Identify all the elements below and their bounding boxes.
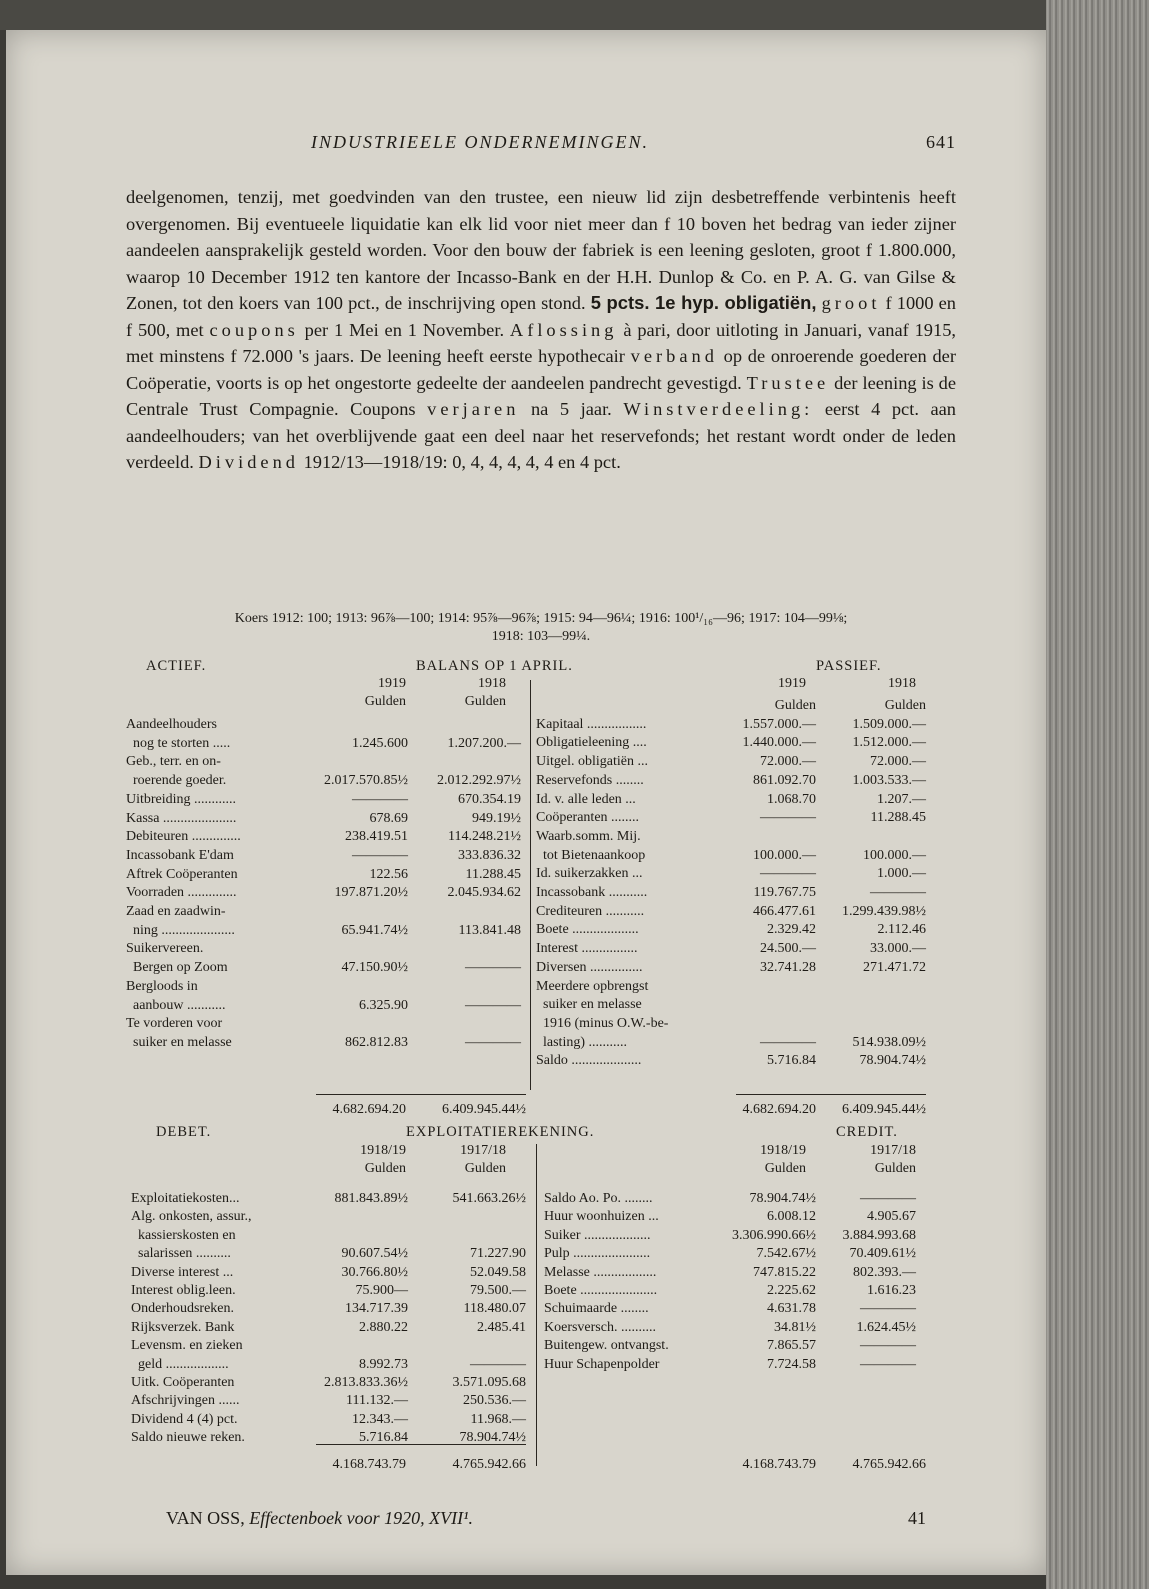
row-value: 6.008.12 [767, 1209, 816, 1225]
row-label: Huur woonhuizen ... [544, 1209, 659, 1225]
row-value: ———— [352, 847, 408, 863]
row-value: 250.536.— [463, 1393, 526, 1409]
row-label: Alg. onkosten, assur., [131, 1209, 252, 1225]
text-part: eerst 4 pct. aan aandeelhouders; van het overblijvende gaat een deel naar het reservefonds; het restant wordt onder de leden verdeeld. [126, 399, 956, 472]
row-value: 114.248.21½ [448, 829, 521, 845]
row-value: 70.409.61½ [849, 1246, 916, 1262]
year-header: 1918/19 [360, 1143, 406, 1158]
row-value: 5.716.84 [767, 1053, 816, 1069]
row-value: 2.017.570.85½ [324, 773, 408, 789]
row-label: nog te storten ..... [126, 735, 234, 751]
row-value: 6.325.90 [359, 997, 408, 1013]
scan-top-edge [0, 0, 1149, 30]
row-label: Te vorderen voor [126, 1016, 223, 1032]
row-value: ———— [760, 1034, 816, 1050]
row-label: Voorraden .............. [126, 885, 237, 901]
footer-volume: XVII¹. [429, 1508, 474, 1528]
row-label: lasting) ........... [536, 1034, 627, 1050]
row-label: tot Bietenaankoop [536, 847, 646, 863]
row-label: Coöperanten ........ [536, 810, 640, 826]
row-value: 4.905.67 [867, 1209, 916, 1225]
row-value: 12.343.— [352, 1411, 408, 1427]
row-label: salarissen .......... [131, 1246, 231, 1262]
row-value: 881.843.89½ [334, 1191, 408, 1206]
row-label: Aandeelhouders [126, 717, 217, 732]
signature-number: 41 [908, 1508, 926, 1528]
row-value: ———— [470, 1356, 526, 1372]
row-value: 134.717.39 [345, 1301, 408, 1317]
row-value: 3.306.990.66½ [732, 1227, 816, 1243]
row-label: Waarb.somm. Mij. [536, 828, 641, 844]
row-label: Saldo nieuwe reken. [131, 1430, 245, 1446]
row-label: Buitengew. ontvangst. [544, 1338, 669, 1354]
row-value: 119.767.75 [753, 885, 816, 900]
row-label: Geb., terr. en on- [126, 754, 221, 770]
spaced-word: coupons [209, 319, 299, 340]
row-value: 861.092.70 [753, 772, 816, 788]
text-part: f 1000 en f 500, met [126, 293, 957, 340]
row-value: 1.440.000.— [742, 735, 816, 751]
exploitation-left-title: DEBET. [156, 1124, 212, 1140]
row-label: Zaad en zaadwin- [126, 904, 226, 919]
description-paragraph [126, 184, 956, 476]
row-value: 3.571.095.68 [452, 1375, 526, 1390]
row-label: Boete ................... [536, 922, 639, 938]
row-value: 7.724.58 [767, 1356, 816, 1372]
row-value: 78.904.74½ [749, 1191, 816, 1206]
row-value: 7.542.67½ [756, 1246, 816, 1262]
row-value: 8.992.73 [359, 1356, 408, 1372]
balance-title: BALANS OP 1 APRIL. [416, 658, 573, 674]
row-value: 747.815.22 [753, 1264, 816, 1280]
row-value: ———— [760, 866, 816, 882]
row-value: 52.049.58 [470, 1264, 526, 1280]
row-value: 1.557.000.— [742, 716, 816, 732]
spaced-word: Aflossing [509, 319, 618, 340]
price-history-line: Koers 1912: 100; 1913: 96⅞—100; 1914: 95⅞—96⅞; 1915: 94—96¼; 1916: 100¹/₁₆—96; 1917: 104—99⅛; [234, 611, 848, 626]
exploitation-title: EXPLOITATIEREKENING. [406, 1124, 595, 1140]
book-page [6, 30, 1046, 1575]
row-value: 197.871.20½ [334, 885, 408, 901]
text-part: per 1 Mei en 1 November. [304, 319, 505, 340]
row-label: Pulp ...................... [544, 1246, 651, 1262]
row-value: 78.904.74½ [459, 1430, 526, 1446]
year-header: 1918/19 [760, 1143, 806, 1158]
row-label: Koersversch. .......... [544, 1319, 656, 1335]
row-label: Rijksverzek. Bank [131, 1319, 235, 1335]
year-header: 1918 [888, 676, 916, 691]
row-value: ———— [760, 810, 816, 826]
exploitation-right-title: CREDIT. [836, 1124, 898, 1140]
row-value: 466.477.61 [753, 903, 816, 919]
row-value: 1.616.23 [867, 1283, 916, 1298]
row-value: 24.500.— [760, 941, 816, 957]
row-value: 2.485.41 [477, 1319, 526, 1335]
row-value: 71.227.90 [470, 1246, 526, 1262]
row-value: 333.836.32 [458, 847, 521, 863]
row-value: 34.81½ [774, 1319, 816, 1335]
row-value: 122.56 [369, 866, 408, 882]
row-label: Aftrek Coöperanten [126, 866, 238, 882]
balance-divider [530, 680, 531, 1090]
exploitation-total: 4.168.743.79 [332, 1457, 406, 1472]
row-label: Uitgel. obligatiën ... [536, 754, 648, 770]
row-value: 271.471.72 [863, 959, 926, 975]
row-value: 1.068.70 [767, 791, 816, 807]
row-value: 1.245.600 [352, 735, 408, 751]
row-label: Diverse interest ... [131, 1264, 234, 1280]
footer-book: Effectenboek voor 1920, [249, 1508, 425, 1528]
row-label: Id. v. alle leden ... [536, 791, 636, 807]
row-value: Gulden [774, 698, 816, 713]
header-title: INDUSTRIEELE ONDERNEMINGEN. [311, 132, 649, 152]
row-value: 238.419.51 [345, 829, 408, 845]
row-label: Huur Schapenpolder [544, 1356, 660, 1372]
company-description [126, 184, 956, 476]
price-history [126, 610, 956, 646]
row-label: Suikervereen. [126, 941, 204, 957]
exploitation-total: 4.168.743.79 [742, 1457, 816, 1472]
bond-heading: 5 pcts. 1e hyp. obligatiën, [590, 292, 817, 313]
row-value: 862.812.83 [345, 1034, 408, 1050]
year-header: 1917/18 [460, 1143, 506, 1158]
row-value: 2.045.934.62 [447, 885, 521, 901]
row-label: Dividend 4 (4) pct. [131, 1411, 238, 1427]
row-label: Saldo Ao. Po. ........ [544, 1191, 653, 1206]
balance-total: 4.682.694.20 [332, 1102, 406, 1117]
row-value: 2.112.46 [877, 922, 926, 938]
row-value: 72.000.— [760, 754, 816, 770]
row-label: Exploitatiekosten... [131, 1191, 240, 1206]
row-value: 1.512.000.— [852, 735, 926, 751]
footer-reference [166, 1508, 473, 1529]
running-header [126, 132, 956, 158]
row-value: 11.288.45 [465, 866, 521, 882]
row-label: Obligatieleening .... [536, 735, 647, 751]
row-value: 2.012.292.97½ [437, 773, 521, 789]
row-value: 113.841.48 [458, 922, 521, 938]
row-value: Gulden [884, 698, 926, 713]
row-label: Uitk. Coöperanten [131, 1375, 235, 1390]
page-number: 641 [926, 132, 956, 152]
row-value: 1.299.439.98½ [842, 903, 926, 919]
balance-left-title: ACTIEF. [146, 658, 207, 674]
row-value: 1.207.200.— [447, 735, 521, 751]
text-part: der leening is de Centrale Trust Compagnie. Coupons [126, 372, 956, 419]
row-label: Debiteuren .............. [126, 829, 241, 845]
row-value: 5.716.84 [359, 1430, 408, 1446]
row-label: Kapitaal ................. [536, 716, 647, 732]
unit-header: Gulden [764, 1161, 806, 1176]
unit-header: Gulden [364, 1161, 406, 1176]
row-value: 72.000.— [870, 754, 926, 770]
row-value: ———— [465, 1034, 521, 1050]
row-value: 3.884.993.68 [842, 1227, 916, 1243]
row-label: suiker en melasse [536, 997, 642, 1013]
spaced-word: verband [630, 346, 718, 366]
exploitation-total: 4.765.942.66 [452, 1457, 526, 1472]
row-label: Interest oblig.leen. [131, 1283, 236, 1298]
year-header: 1917/18 [870, 1143, 916, 1158]
row-value: 118.480.07 [463, 1301, 526, 1317]
row-label: Incassobank E'dam [126, 847, 234, 863]
text-part: à pari, door uitloting in Januari, vanaf 1915, met minstens f 72.000 's jaars. De leening heeft eerste hypothecair [126, 319, 956, 366]
row-value: 1.624.45½ [856, 1319, 916, 1335]
row-label: Schuimaarde ........ [544, 1301, 649, 1317]
row-label: Diversen ............... [536, 959, 643, 975]
row-label: Incassobank ........... [536, 885, 648, 900]
row-value: 75.900— [355, 1283, 408, 1298]
text-part: 1912/13—1918/19: 0, 4, 4, 4, 4, 4 en 4 pct. [303, 452, 621, 472]
exploitation-total: 4.765.942.66 [852, 1457, 926, 1472]
row-label: Melasse .................. [544, 1264, 657, 1280]
row-value: 11.968.— [470, 1411, 526, 1427]
row-label: suiker en melasse [126, 1034, 232, 1050]
row-label: Reservefonds ........ [536, 772, 644, 788]
row-value: 100.000.— [753, 847, 816, 863]
row-label: Crediteuren ........... [536, 903, 645, 919]
row-value: 949.19½ [472, 810, 521, 826]
row-label: 1916 (minus O.W.-be- [536, 1015, 669, 1031]
year-header: 1918 [478, 676, 506, 691]
balance-total: 6.409.945.44½ [842, 1102, 926, 1117]
row-label: Uitbreiding ............ [126, 791, 237, 807]
row-label: Boete ...................... [544, 1283, 658, 1298]
row-label: Bergen op Zoom [126, 960, 228, 976]
row-value: 65.941.74½ [341, 922, 408, 938]
row-label: Onderhoudsreken. [131, 1301, 235, 1317]
row-value: ———— [465, 960, 521, 976]
row-value: 2.813.833.36½ [324, 1375, 408, 1390]
unit-header: Gulden [874, 1161, 916, 1176]
total-rule [316, 1094, 526, 1095]
row-value: ———— [860, 1356, 916, 1372]
row-value: 90.607.54½ [341, 1246, 408, 1262]
text-part: op de onroerende goederen der Coöperatie, voorts is op het ongestorte gedeelte der aandeelen pandrecht gevestigd. [126, 346, 956, 393]
spaced-word: groot [821, 293, 881, 313]
row-value: 4.631.78 [767, 1301, 816, 1317]
row-value: 79.500.— [470, 1283, 526, 1298]
row-label: Meerdere opbrengst [536, 978, 649, 994]
balance-total: 4.682.694.20 [742, 1102, 816, 1117]
row-value: 2.225.62 [767, 1283, 816, 1298]
row-value: 2.880.22 [359, 1319, 408, 1335]
row-label: Levensm. en zieken [131, 1338, 243, 1354]
row-label: Saldo .................... [536, 1053, 642, 1069]
row-value: 33.000.— [870, 941, 926, 957]
row-value: 32.741.28 [760, 959, 816, 975]
row-label: Interest ................ [536, 941, 638, 957]
row-value: ———— [860, 1338, 916, 1354]
price-history-line: 1918: 103—99¼. [491, 629, 591, 644]
row-label: Bergloods in [126, 978, 198, 994]
row-label: Kassa ..................... [126, 810, 237, 826]
row-value: 678.69 [369, 810, 408, 826]
row-label: kassierskosten en [131, 1227, 236, 1243]
row-value: 100.000.— [863, 847, 926, 863]
row-label: ning ..................... [126, 922, 235, 938]
row-value: ———— [860, 1191, 916, 1206]
row-value: 47.150.90½ [341, 960, 408, 976]
row-value: 1.207.— [877, 791, 926, 807]
row-value: 78.904.74½ [859, 1053, 926, 1069]
text-part: na 5 jaar. [530, 399, 612, 419]
spaced-word: Winstverdeeling: [623, 399, 814, 419]
unit-header: Gulden [464, 694, 506, 709]
year-header: 1919 [778, 676, 806, 691]
row-value: 111.132.— [346, 1393, 408, 1409]
row-value: 670.354.19 [458, 791, 521, 807]
row-value: 1.509.000.— [852, 716, 926, 732]
row-label: Id. suikerzakken ... [536, 866, 643, 882]
row-value: 7.865.57 [767, 1338, 816, 1354]
unit-header: Gulden [464, 1161, 506, 1176]
row-label: aanbouw ........... [126, 997, 226, 1013]
row-value: ———— [465, 997, 521, 1013]
row-value: ———— [860, 1301, 916, 1317]
text-part: deelgenomen, tenzij, met goedvinden van den trustee, een nieuw lid zijn desbetreffende verbintenis heeft overgenomen. Bij eventueele liquidatie kan elk lid voor niet meer dan f 10 boven het bedrag van ieder zijner aandeelen aansprakelijk gesteld worden. Voor den bouw der fabriek is een leening gesloten, groot f 1.800.000, waarop 10 December 1912 ten kantore der Incasso-Bank en der H.H. Dunlop & Co. en P. A. G. van Gilse & Zonen, tot den koers van 100 pct., de inschrijving open stond. [126, 187, 956, 313]
row-value: 2.329.42 [767, 922, 816, 938]
row-label: roerende goeder. [126, 773, 227, 789]
total-rule [736, 1094, 926, 1095]
row-value: 514.938.09½ [852, 1034, 926, 1050]
row-value: 30.766.80½ [341, 1264, 408, 1280]
row-value: 11.288.45 [870, 810, 926, 826]
exploitation-divider [536, 1144, 537, 1466]
balance-total: 6.409.945.44½ [442, 1102, 526, 1117]
row-label: Suiker ................... [544, 1227, 651, 1243]
row-value: 802.393.— [853, 1264, 916, 1280]
balance-right-title: PASSIEF. [816, 658, 882, 674]
spaced-word: verjaren [427, 399, 520, 419]
spaced-word: Dividend [198, 452, 299, 472]
spaced-word: Trustee [746, 372, 830, 393]
row-label: geld .................. [131, 1356, 229, 1372]
row-value: 1.003.533.— [852, 772, 926, 788]
row-value: ———— [870, 885, 926, 900]
row-value: ———— [352, 791, 408, 807]
row-label: Afschrijvingen ...... [131, 1393, 240, 1409]
row-value: 541.663.26½ [452, 1191, 526, 1206]
footer-author: VAN OSS, [166, 1508, 245, 1528]
row-value: 1.000.— [877, 866, 926, 882]
year-header: 1919 [378, 676, 406, 691]
unit-header: Gulden [364, 694, 406, 709]
book-page-edges [1046, 0, 1149, 1589]
